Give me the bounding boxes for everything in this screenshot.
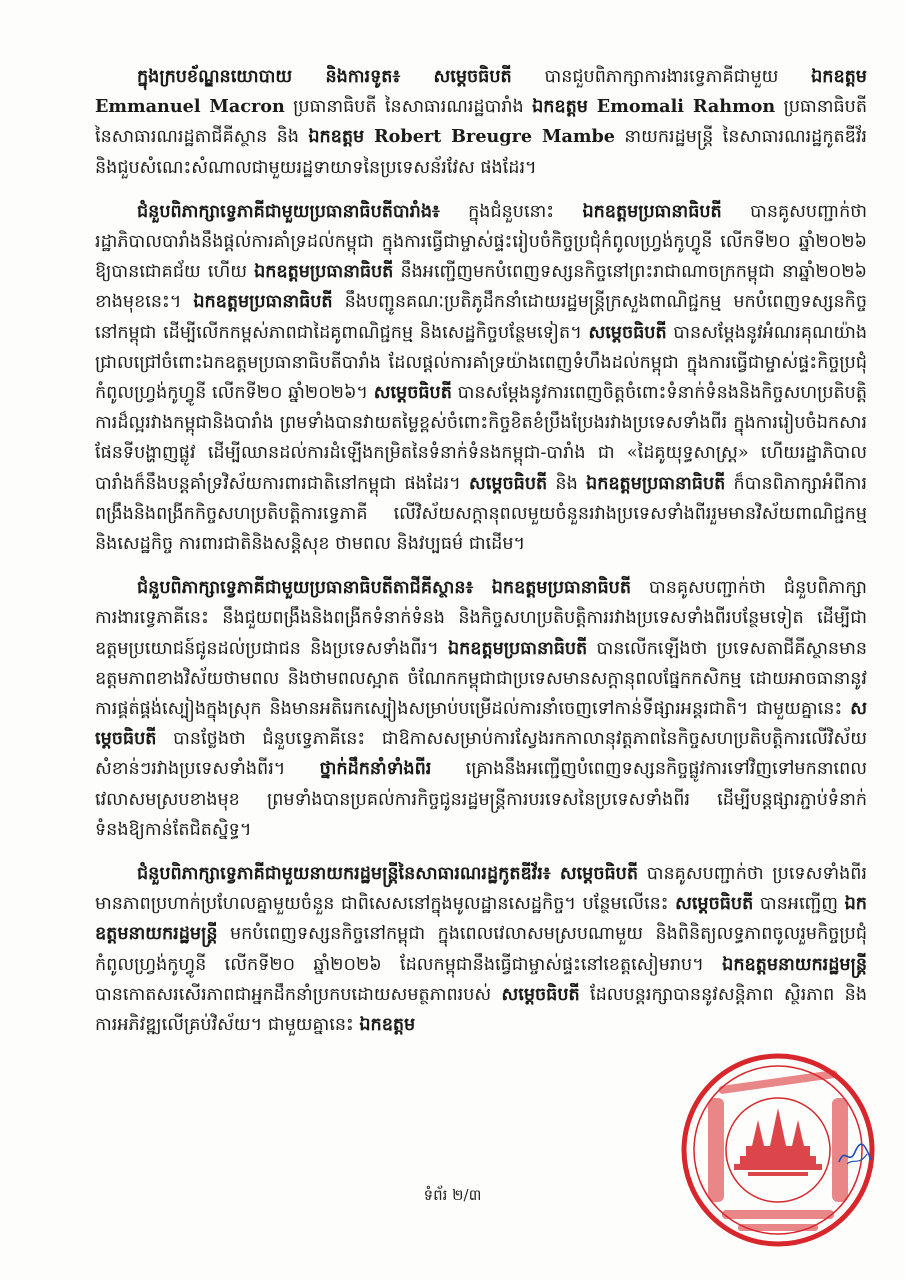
bold-text-run: ឯកឧត្តមនាយករដ្ឋមន្ត្រី <box>722 953 867 975</box>
bold-text-run: ជំនួបពិភាក្សាទ្វេភាគីជាមួយប្រធានាធិបតីតាជីគីស្ថាន៖ ឯកឧត្តមប្រធានាធិបតី <box>137 577 631 599</box>
paragraph <box>95 573 867 845</box>
text-run: ក្នុងជំនួបនោះ <box>439 201 583 222</box>
paragraph <box>95 859 867 1040</box>
bold-text-run: ឯកឧត្តម Emomali Rahmon <box>532 96 776 118</box>
text-run: បានជួបពិភាក្សាការងារទ្វេភាគីជាមួយ <box>511 67 812 87</box>
signature-icon <box>835 1140 875 1170</box>
text-run: បានលើកឡើងថា ប្រទេសតាជីគីស្ថានមានឧត្តមភាពខាងវិស័យថាមពល និងថាមពលស្អាត ចំណែកកម្ពុជាជាប្រទេសមានសក្តានុពលផ្នែកកសិកម្ម ដោយអាចធានានូវការផ្គត់ផ្គង់ស្បៀងក្នុងស្រុក និងមានអតិរេកស្បៀងសម្រាប់បម្រើដល់ការនាំចេញទៅកាន់ទីផ្សារអន្តរជាតិ។ ជាមួយគ្នានេះ <box>95 638 867 720</box>
bold-text-run: សម្តេចធិបតី <box>95 698 867 750</box>
paragraph <box>95 62 867 183</box>
text-run: នាយករដ្ឋមន្ត្រី នៃសាធារណរដ្ឋកូតឌីវ័រ និងជួបសំណេះសំណាលជាមួយរដ្ឋទាយាទនៃប្រទេសន័រវែស ផងដែរ។ <box>95 127 868 178</box>
text-run: ប្រធានាធិបតី នៃសាធារណរដ្ឋបារាំង <box>284 97 533 118</box>
bold-text-run: ជំនួបពិភាក្សាទ្វេភាគីជាមួយប្រធានាធិបតីបារាំង៖ <box>137 200 440 222</box>
bold-text-run: ឯកឧត្តម <box>359 1014 416 1036</box>
text-run: នឹងបញ្ជូនគណៈប្រតិភូដឹកនាំដោយរដ្ឋមន្ត្រីក្រសួងពាណិជ្ជកម្ម មកបំពេញទស្សនកិច្ចនៅកម្ពុជា ដើម្បីលើកកម្ពស់ភាពជាដៃគូពាណិជ្ជកម្ម និងសេដ្ឋកិច្ចបន្ថែមទៀត។ <box>95 292 867 343</box>
text-run: នឹងអញ្ជើញមកបំពេញទស្សនកិច្ចនៅព្រះរាជាណាចក្រកម្ពុជា នាឆ្នាំ២០២៦ ខាងមុខនេះ។ <box>95 262 867 313</box>
bold-text-run: ក្នុងក្របខ័ណ្ឌនយោបាយ និងការទូត៖ សម្តេចធិបតី <box>137 66 512 87</box>
bold-text-run: ថ្នាក់ដឹកនាំទាំងពីរ <box>319 758 432 780</box>
paragraph <box>95 197 867 559</box>
text-run: បានអញ្ជើញ <box>753 894 845 915</box>
bold-text-run: ឯកឧត្តម Robert Breugre Mambe <box>308 126 615 148</box>
document-body <box>95 62 867 1054</box>
bold-text-run: ឯកឧត្តមប្រធានាធិបតី <box>447 637 588 659</box>
text-run: ក៏បានពិភាក្សាអំពីការពង្រឹងនិងពង្រីកកិច្ចសហប្រតិបត្តិការទ្វេភាគី លើវិស័យសក្តានុពលមួយចំនួនរវាងប្រទេសទាំងពីររួមមានវិស័យពាណិជ្ជកម្មនិងសេដ្ឋកិច្ច ការពារជាតិនិងសន្តិសុខ ថាមពល និងវប្បធម៌ ជាដើម។ <box>95 473 867 555</box>
text-run: បានថ្លែងថា ជំនួបទ្វេភាគីនេះ ជាឱកាសសម្រាប់ការស្វែងរកកាលានុវត្តភាពនៃកិច្ចសហប្រតិបត្តិការលើវិស័យសំខាន់ៗរវាងប្រទេសទាំងពីរ។ <box>95 729 867 780</box>
text-run: បានសម្តែងនូវការពេញចិត្តចំពោះទំនាក់ទំនងនិងកិច្ចសហប្រតិបត្តិការដ៏ល្អរវាងកម្ពុជានិងបារាំង ព្រមទាំងបានវាយតម្លៃខ្ពស់ចំពោះកិច្ចខិតខំប្រឹងប្រែងរវាងប្រទេសទាំងពីរ ក្នុងការរៀបចំឯកសារផែនទីបង្ហាញផ្លូវ ដើម្បីឈានដល់ការដំឡើងកម្រិតនៃទំនាក់ទំនងកម្ពុជា-បារាំង ជា «ដៃគូយុទ្ធសាស្ត្រ» ហើយរដ្ឋាភិបាលបារាំងក៏នឹងបន្តគាំទ្រវិស័យការពារជាតិនៅកម្ពុជា ផងដែរ។ <box>95 383 867 494</box>
bold-text-run: ជំនួបពិភាក្សាទ្វេភាគីជាមួយនាយករដ្ឋមន្ត្រីនៃសាធារណរដ្ឋកូតឌីវ័រ៖ សម្តេចធិបតី <box>137 863 639 885</box>
text-run: មកបំពេញទស្សនកិច្ចនៅកម្ពុជា ក្នុងពេលវេលាសមស្របណាមួយ និងពិនិត្យលទ្ធភាពចូលរួមកិច្ចប្រជុំកំពូលហ្វ្រង់កូហ្វូនី លើកទី២០ ឆ្នាំ២០២៦ ដែលកម្ពុជានឹងធ្វើជាម្ចាស់ផ្ទះនៅខេត្តសៀមរាប។ <box>95 924 867 975</box>
text-run: ដែលបន្តរក្សាបាននូវសន្តិភាព ស្ថិរភាព និងការអភិវឌ្ឍលើគ្រប់វិស័យ។ ជាមួយគ្នានេះ <box>95 984 867 1036</box>
bold-text-run: ឯកឧត្តមប្រធានាធិបតី <box>254 261 394 283</box>
bold-text-run: សម្តេចធិបតី <box>468 472 548 494</box>
bold-text-run: ឯកឧត្តម Emmanuel Macron <box>95 66 867 118</box>
text-run: បានគូសបញ្ជាក់ថា ជំនួបពិភាក្សាការងារទ្វេភាគីនេះ នឹងជួយពង្រឹងនិងពង្រីកទំនាក់ទំនង និងកិច្ចសហប្រតិបត្តិការរវាងប្រទេសទាំងពីរបន្ថែមទៀត ដើម្បីជាឧត្តមប្រយោជន៍ជូនដល់ប្រជាជន និងប្រទេសទាំងពីរ។ <box>95 578 868 659</box>
text-run: បានគូសបញ្ជាក់ថា ប្រទេសទាំងពីរមានភាពប្រហាក់ប្រហែលគ្នាមួយចំនួន ជាពិសេសនៅក្នុងមូលដ្ឋានសេដ្ឋកិច្ច។ បន្ថែមលើនេះ <box>95 864 867 915</box>
text-run: បានគូសបញ្ជាក់ថា រដ្ឋាភិបាលបារាំងនឹងផ្តល់ការគាំទ្រដល់កម្ពុជា ក្នុងការធ្វើជាម្ចាស់ផ្ទះរៀបចំកិច្ចប្រជុំកំពូលហ្វ្រង់កូហ្វូនី លើកទី២០ ឆ្នាំ២០២៦ ឱ្យបានជោគជ័យ ហើយ <box>95 201 868 283</box>
bold-text-run: ឯកឧត្តមប្រធានាធិបតី <box>586 472 726 494</box>
text-run: បានកោតសរសើរភាពជាអ្នកដឹកនាំប្រកបដោយសមត្ថភាពរបស់ <box>95 984 502 1005</box>
bold-text-run: សម្តេចធិបតី <box>501 983 580 1005</box>
bold-text-run: ឯកឧត្តមនាយករដ្ឋមន្ត្រី <box>95 893 867 945</box>
bold-text-run: សម្តេចធិបតី <box>588 321 667 343</box>
bold-text-run: ឯកឧត្តមប្រធានាធិបតី <box>582 200 722 222</box>
bold-text-run: សម្តេចធិបតី <box>675 893 754 915</box>
text-run: ប្រធានាធិបតី នៃសាធារណរដ្ឋតាជីគីស្ថាន និង <box>95 97 868 148</box>
text-run: គ្រោងនឹងអញ្ជើញបំពេញទស្សនកិច្ចផ្លូវការទៅវិញទៅមកនាពេលវេលាសមស្របខាងមុខ ព្រមទាំងបានប្រគល់ការកិច្ចជូនរដ្ឋមន្ត្រីការបរទេសនៃប្រទេសទាំងពីរ ដើម្បីបន្តផ្សារភ្ជាប់ទំនាក់ទំនងឱ្យកាន់តែជិតស្និទ្ធ។ <box>95 759 868 840</box>
bold-text-run: សម្តេចធិបតី <box>373 382 452 404</box>
text-run: បានសម្តែងនូវអំណរគុណយ៉ាងជ្រាលជ្រៅចំពោះឯកឧត្តមប្រធានាធិបតីបារាំង ដែលផ្តល់ការគាំទ្រយ៉ាងពេញទំហឹងដល់កម្ពុជា ក្នុងការធ្វើជាម្ចាស់ផ្ទះកិច្ចប្រជុំកំពូលហ្វ្រង់កូហ្វូនី លើកទី២០ ឆ្នាំ២០២៦។ <box>95 322 867 404</box>
text-run: និង <box>547 473 587 494</box>
page-number: ទំព័រ ២/៣ <box>423 1186 482 1204</box>
bold-text-run: ឯកឧត្តមប្រធានាធិបតី <box>193 291 333 313</box>
